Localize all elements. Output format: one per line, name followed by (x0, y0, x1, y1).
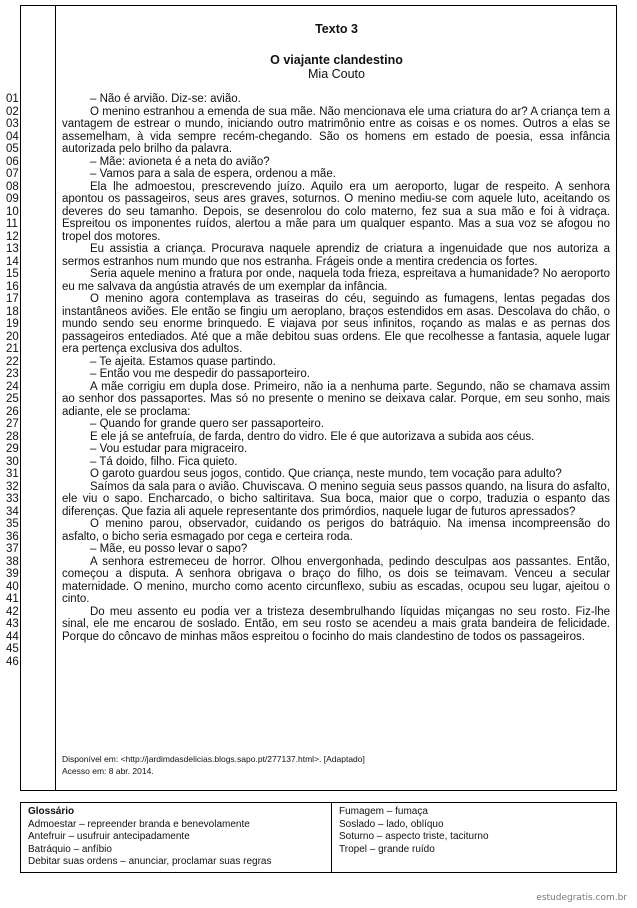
line-number: 32 (6, 480, 19, 493)
line-number: 29 (6, 443, 19, 455)
line-number: 44 (6, 630, 19, 643)
paragraph: – Mãe, eu posso levar o sapo? (90, 543, 248, 555)
line-number: 05 (6, 143, 19, 155)
line-number: 25 (6, 393, 19, 405)
line-numbers (6, 93, 34, 668)
line-number: 09 (6, 193, 19, 205)
line-number: 24 (6, 380, 19, 393)
line-number: 43 (6, 618, 19, 630)
line-number: 14 (6, 255, 19, 268)
glossary-divider (331, 803, 332, 872)
line-number: 08 (6, 180, 19, 193)
paragraph: – Vou estudar para migraceiro. (90, 443, 248, 455)
line-number: 01 (6, 93, 19, 105)
glossary-entry: Antefruir – usufruir antecipadamente (28, 831, 190, 842)
source-citation (62, 754, 365, 777)
paragraph: O menino parou, observador, cuidando os perigos do batráquio. Na imensa incompreensão do asfalto, o bicho seria esmagado por cega e certeira roda. (62, 518, 610, 543)
line-number: 37 (6, 543, 19, 555)
line-number: 39 (6, 568, 19, 580)
paragraph: A mãe corrigiu em dupla dose. Primeiro, não ia a nenhuma parte. Segundo, não se chamava assim ao senhor dos passaportes. Mas só no presente o menino se deixava calar. Porque, em seu sonho, mais adiante, ele se proclama: (62, 380, 610, 418)
paragraph: – Quando for grande quero ser passaporteiro. (90, 418, 324, 430)
line-number: 34 (6, 505, 19, 518)
text-author: Mia Couto (308, 67, 365, 81)
line-number: 16 (6, 280, 19, 293)
access-date: Acesso em: 8 abr. 2014. (62, 765, 154, 776)
paragraph: O menino estranhou a emenda de sua mãe. Não mencionava ele uma criatura do ar? A criança tem a vantagem de estrear o mundo, iniciando outro matrimônio entre as coisas e os nomes. Outros a elas se assemelham, à vida sempre recém-chegando. São os homens em estado de poesia, essa infância autorizada pelo brilho da palavra. (62, 105, 610, 155)
line-number: 23 (6, 368, 19, 380)
line-number: 42 (6, 605, 19, 618)
line-number: 20 (6, 330, 19, 343)
paragraph: – Não é arvião. Diz-se: avião. (90, 93, 241, 105)
glossary-entry: Admoestar – repreender branda e benevolamente (28, 818, 250, 830)
glossary-entry: Fumagem – fumaça (339, 806, 428, 817)
line-number: 12 (6, 230, 19, 243)
paragraph: Eu assistia a criança. Procurava naquele aprendiz de criatura a ingenuidade que nos autoriza a sermos estranhos num mundo que nos estranha. Frágeis onde a mentira credencia os fortes. (62, 243, 610, 268)
line-number: 22 (6, 355, 19, 368)
line-number: 26 (6, 405, 19, 418)
line-number: 46 (6, 655, 19, 668)
paragraph: E ele já se antefruía, de farda, dentro do vidro. Ele é que autorizava a subida aos céus. (90, 430, 535, 443)
paragraph: A senhora estremeceu de horror. Olhou envergonhada, pedindo desculpas aos passantes. Então, começou a disputa. A senhora obrigava o braço do filho, os dois se teimavam. Venceu a secular maternidade. O menino, murcho como acento circunflexo, subiu as escadas, ocupou seu lugar, ajeitou o cinto. (62, 555, 610, 605)
line-number: 06 (6, 155, 19, 168)
paragraph: – Então vou me despedir do passaporteiro. (90, 368, 310, 380)
glossary-box (20, 802, 617, 873)
line-number: 30 (6, 455, 19, 468)
line-number: 28 (6, 430, 19, 443)
text-title: O viajante clandestino (270, 53, 403, 67)
line-number: 03 (6, 118, 19, 130)
line-number: 07 (6, 168, 19, 180)
glossary-entry: Tropel – grande ruído (339, 843, 435, 855)
line-number: 31 (6, 468, 19, 480)
paragraph: Ela lhe admoestou, prescrevendo juízo. Aquilo era um aeroporto, lugar de respeito. A senhora apontou os passageiros, seus ares graves, soturnos. O menino mediu-se com aquele luto, aceitando os deveres do seu tamanho. Depois, se desenrolou do colo materno, fez sua a sua mão e foi à vidraça. Espreitou os imponentes ruídos, alertou a mãe para um qualquer espanto. Mas a sua voz se afogou no tropel dos motores. (62, 180, 610, 243)
glossary-entry: Soslado – lado, oblíquo (339, 818, 444, 830)
glossary-left-column (28, 806, 328, 869)
line-number: 11 (6, 218, 18, 230)
paragraph: Seria aquele menino a fratura por onde, naquela toda frieza, espreitava a humanidade? No aeroporto eu me salvava da angústia através de um exemplar da infância. (62, 268, 610, 293)
line-number: 35 (6, 518, 19, 530)
line-number: 13 (6, 243, 19, 255)
line-number: 02 (6, 105, 19, 118)
line-number: 38 (6, 555, 19, 568)
line-number: 04 (6, 130, 19, 143)
line-number: 21 (6, 343, 19, 355)
line-number: 36 (6, 530, 19, 543)
paragraph: – Te ajeita. Estamos quase partindo. (90, 355, 276, 368)
glossary-entry: Debitar suas ordens – anunciar, proclamar suas regras (28, 856, 272, 867)
line-number: 33 (6, 493, 19, 505)
glossary-right-column (339, 806, 614, 856)
story-body (62, 93, 610, 643)
paragraph: O garoto guardou seus jogos, contido. Que criança, neste mundo, tem vocação para adulto? (90, 468, 562, 480)
text-label: Texto 3 (315, 22, 358, 36)
glossary-entry: Soturno – aspecto triste, taciturno (339, 831, 489, 842)
line-number: 18 (6, 305, 19, 318)
line-number: 45 (6, 643, 19, 655)
source-url: Disponível em: <http://jardimdasdelicias.blogs.sapo.pt/277137.html>. [Adaptado] (62, 754, 365, 764)
paragraph: Do meu assento eu podia ver a tristeza desembrulhando líquidas miçangas no seu rosto. Fiz-lhe sinal, ele me encarou de soslado. Então, em seu rosto se acendeu a mais grata bandeira de felicidade. Porque do côncavo de minhas mãos espreitou o focinho do mais clandestino de todos os passageiros. (62, 605, 610, 643)
paragraph: – Tá doido, filho. Fica quieto. (90, 455, 238, 468)
line-number: 41 (6, 593, 19, 605)
glossary-title: Glossário (28, 806, 75, 817)
line-number: 40 (6, 580, 19, 593)
line-number: 27 (6, 418, 19, 430)
line-number: 17 (6, 293, 19, 305)
paragraph: Saímos da sala para o avião. Chuviscava. O menino seguia seus passos quando, na lisura do asfalto, ele viu o sapo. Encharcado, o bicho saltiritava. Sua boca, maior que o corpo, traduzia o espanto das diferenças. Que fazia ali aquele representante dos primórdios, naquele lugar de futuros apressados? (62, 480, 610, 518)
line-number: 10 (6, 205, 19, 218)
line-number: 15 (6, 268, 19, 280)
site-watermark: estudegratis.com.br (536, 893, 627, 903)
paragraph: – Vamos para a sala de espera, ordenou a mãe. (90, 168, 336, 180)
glossary-entry: Batráquio – anfíbio (28, 843, 112, 855)
line-number: 19 (6, 318, 19, 330)
paragraph: – Mãe: avioneta é a neta do avião? (90, 155, 270, 168)
paragraph: O menino agora contemplava as traseiras do céu, seguindo as fumagens, lentas pegadas dos instantâneos aviões. Ele então se fingiu um aeroplano, braços estendidos em asas. Descolava do chão, o mundo sendo seu enorme brinquedo. E viajava por seus infinitos, roçando as malas e as pernas dos passageiros entediados. Até que a mãe debitou suas ordens. Ele que recolhesse a fantasia, aquele lugar era pertença exclusiva dos adultos. (62, 293, 610, 355)
text-header (57, 22, 616, 81)
